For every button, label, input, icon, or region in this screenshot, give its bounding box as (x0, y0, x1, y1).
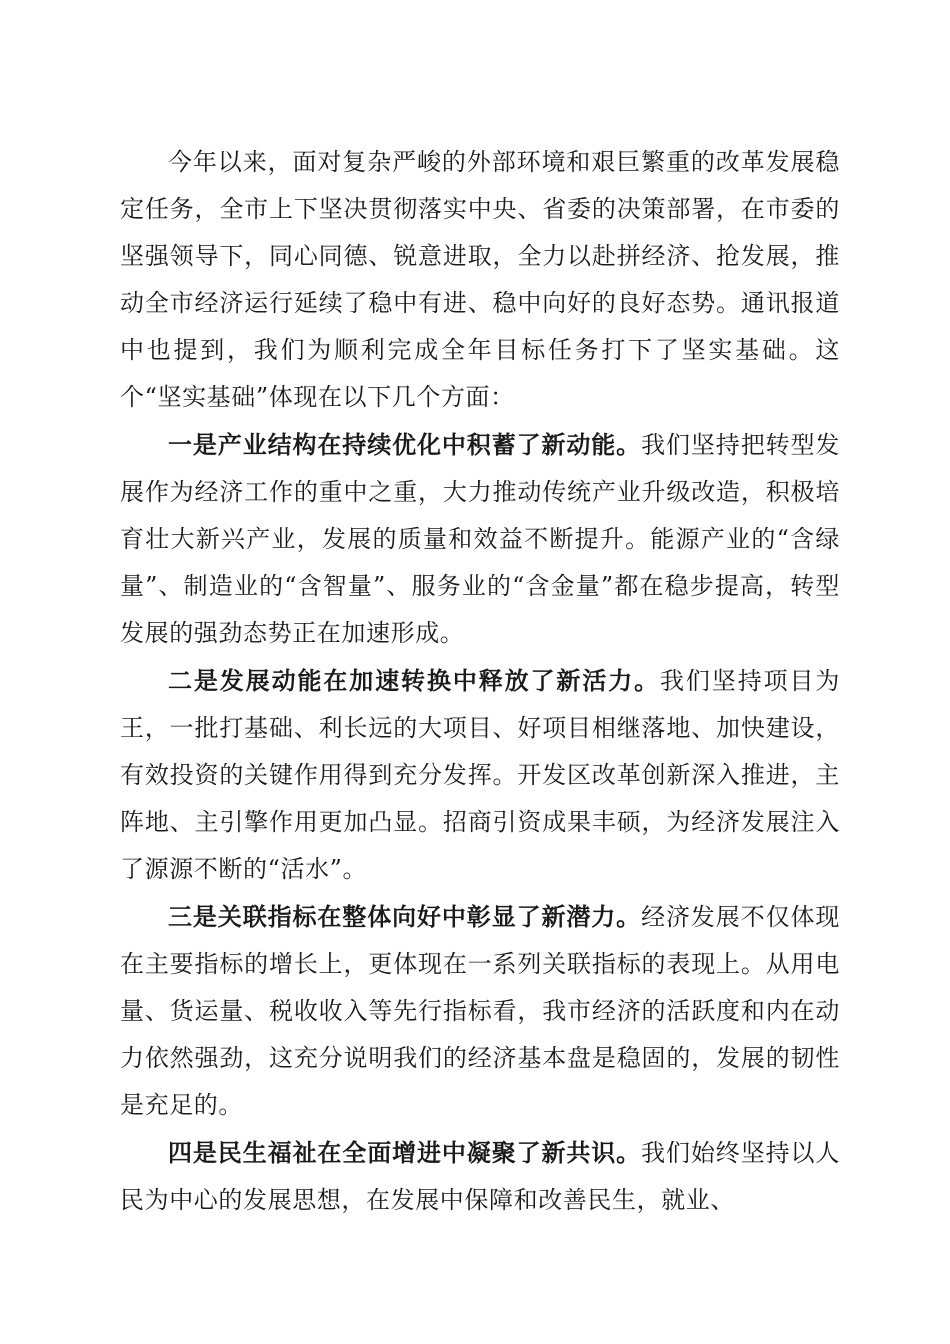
paragraph-text: 我们始终坚持以人民为中心的发展思想，在发展中保障和改善民生，就业、 (120, 1139, 840, 1214)
paragraph-related-indicators (120, 893, 840, 1129)
document-body (120, 138, 840, 1224)
paragraph-intro (120, 138, 840, 421)
paragraph-lead: 三是关联指标在整体向好中彰显了新潜力。 (168, 902, 642, 931)
paragraph-industrial-structure (120, 421, 840, 657)
paragraph-livelihood (120, 1129, 840, 1224)
paragraph-lead: 四是民生福祉在全面增进中凝聚了新共识。 (168, 1138, 642, 1167)
paragraph-development-momentum (120, 657, 840, 893)
paragraph-text: 今年以来，面对复杂严峻的外部环境和艰巨繁重的改革发展稳定任务，全市上下坚决贯彻落实中央、省委的决策部署，在市委的坚强领导下，同心同德、锐意进取，全力以赴拼经济、抢发展，推动全市经济运行延续了稳中有进、稳中向好的良好态势。通讯报道中也提到，我们为顺利完成全年目标任务打下了坚实基础。这个“坚实基础”体现在以下几个方面： (120, 148, 840, 411)
paragraph-lead: 二是发展动能在加速转换中释放了新活力。 (168, 666, 661, 695)
paragraph-text: 经济发展不仅体现在主要指标的增长上，更体现在一系列关联指标的表现上。从用电量、货运量、税收收入等先行指标看，我市经济的活跃度和内在动力依然强劲，这充分说明我们的经济基本盘是稳固的，发展的韧性是充足的。 (120, 903, 840, 1119)
paragraph-text: 我们坚持项目为王，一批打基础、利长远的大项目、好项目相继落地、加快建设，有效投资的关键作用得到充分发挥。开发区改革创新深入推进，主阵地、主引擎作用更加凸显。招商引资成果丰硕，为经济发展注入了源源不断的“活水”。 (120, 667, 840, 883)
paragraph-text: 我们坚持把转型发展作为经济工作的重中之重，大力推动传统产业升级改造，积极培育壮大新兴产业，发展的质量和效益不断提升。能源产业的“含绿量”、制造业的“含智量”、服务业的“含金量”都在稳步提高，转型发展的强劲态势正在加速形成。 (120, 431, 840, 647)
paragraph-lead: 一是产业结构在持续优化中积蓄了新动能。 (168, 430, 642, 459)
